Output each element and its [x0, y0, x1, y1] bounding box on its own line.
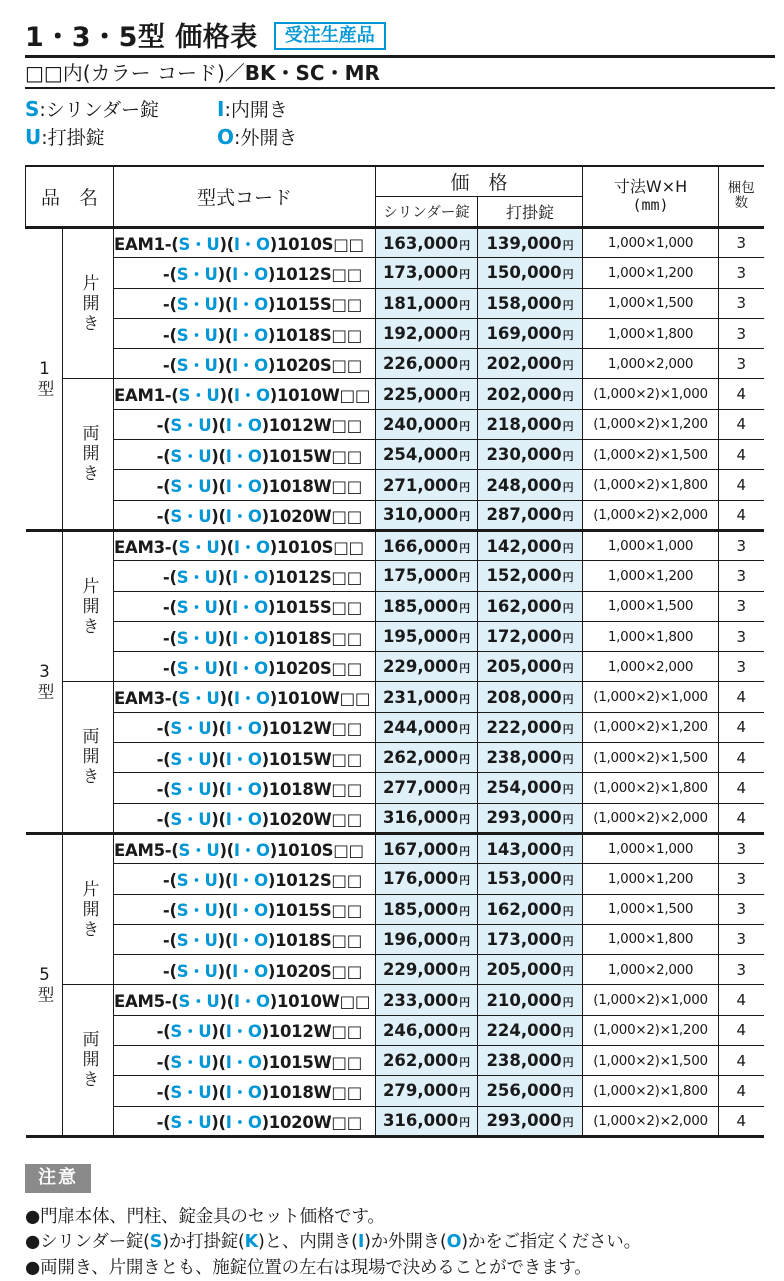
- table-row: [26, 500, 764, 530]
- legend-label: :内開き: [224, 98, 288, 121]
- table-row: [26, 561, 764, 591]
- model-code: -(S・U)(I・O)1015S□□: [114, 894, 376, 924]
- header-dimensions-line1: 寸法W×H: [613, 177, 688, 197]
- price-cylinder: 167,000円: [376, 833, 478, 863]
- packing-qty-value: 3: [719, 652, 764, 682]
- legend-letter: S: [25, 96, 40, 121]
- price-cylinder: 226,000円: [376, 349, 478, 379]
- price-cylinder: 262,000円: [376, 1046, 478, 1076]
- model-code: -(S・U)(I・O)1018S□□: [114, 318, 376, 348]
- page-header: [0, 0, 784, 52]
- price-cylinder: 246,000円: [376, 1015, 478, 1045]
- packing-qty-value: 3: [719, 894, 764, 924]
- table-row: [26, 652, 764, 682]
- price-cylinder: 163,000円: [376, 228, 478, 258]
- made-to-order-badge: 受注生産品: [274, 22, 386, 51]
- model-code: EAM5-(S・U)(I・O)1010S□□: [114, 833, 376, 863]
- packing-qty-value: 3: [719, 228, 764, 258]
- page-title: 1・3・5型 価格表: [25, 21, 258, 53]
- table-row: [26, 1106, 764, 1136]
- caution-note-line: ●両開き、片開きとも、施錠位置の左右は現場で決めることができます。: [25, 1257, 592, 1278]
- opening-type-label: 両開き: [63, 985, 114, 1136]
- price-cylinder: 279,000円: [376, 1076, 478, 1106]
- table-row: [26, 955, 764, 985]
- dimensions-value: (1,000×2)×2,000: [583, 1106, 719, 1136]
- dimensions-value: 1,000×1,000: [583, 228, 719, 258]
- dimensions-value: (1,000×2)×1,000: [583, 985, 719, 1015]
- price-cylinder: 244,000円: [376, 712, 478, 742]
- table-row: [26, 318, 764, 348]
- model-code: EAM3-(S・U)(I・O)1010S□□: [114, 530, 376, 560]
- model-code: -(S・U)(I・O)1012S□□: [114, 258, 376, 288]
- price-cylinder: 240,000円: [376, 409, 478, 439]
- price-latch: 248,000円: [478, 470, 583, 500]
- price-latch: 238,000円: [478, 743, 583, 773]
- opening-type-label: 片開き: [63, 228, 114, 379]
- dimensions-value: 1,000×1,200: [583, 864, 719, 894]
- price-latch: 205,000円: [478, 955, 583, 985]
- model-code: -(S・U)(I・O)1020S□□: [114, 955, 376, 985]
- table-row: [26, 803, 764, 833]
- dimensions-value: 1,000×1,800: [583, 318, 719, 348]
- packing-qty-value: 3: [719, 530, 764, 560]
- caution-notes: [0, 1193, 784, 1281]
- dimensions-value: 1,000×1,800: [583, 621, 719, 651]
- packing-qty-value: 4: [719, 682, 764, 712]
- price-cylinder: 229,000円: [376, 955, 478, 985]
- table-row: [26, 288, 764, 318]
- packing-qty-value: 3: [719, 924, 764, 954]
- dimensions-value: 1,000×1,000: [583, 833, 719, 863]
- price-latch: 142,000円: [478, 530, 583, 560]
- dimensions-value: (1,000×2)×1,200: [583, 409, 719, 439]
- dimensions-value: 1,000×1,200: [583, 561, 719, 591]
- packing-qty-value: 4: [719, 1046, 764, 1076]
- price-cylinder: 196,000円: [376, 924, 478, 954]
- table-row: [26, 682, 764, 712]
- model-code: -(S・U)(I・O)1015W□□: [114, 440, 376, 470]
- packing-qty-value: 3: [719, 864, 764, 894]
- price-latch: 208,000円: [478, 682, 583, 712]
- price-cylinder: 175,000円: [376, 561, 478, 591]
- table-row: [26, 440, 764, 470]
- dimensions-value: 1,000×1,200: [583, 258, 719, 288]
- legend-letter: O: [217, 124, 235, 149]
- dimensions-value: 1,000×1,500: [583, 591, 719, 621]
- model-code: -(S・U)(I・O)1018S□□: [114, 621, 376, 651]
- header-packing-line1: 梱包: [727, 179, 755, 196]
- dimensions-value: 1,000×1,500: [583, 894, 719, 924]
- price-cylinder: 176,000円: [376, 864, 478, 894]
- price-cylinder: 254,000円: [376, 440, 478, 470]
- table-row: [26, 379, 764, 409]
- price-latch: 205,000円: [478, 652, 583, 682]
- header-latch-lock: 打掛錠: [478, 197, 583, 228]
- model-code: -(S・U)(I・O)1012S□□: [114, 561, 376, 591]
- price-latch: 162,000円: [478, 591, 583, 621]
- table-row: [26, 349, 764, 379]
- packing-qty-value: 4: [719, 1015, 764, 1045]
- packing-qty-value: 4: [719, 440, 764, 470]
- dimensions-value: (1,000×2)×1,200: [583, 1015, 719, 1045]
- header-model-code: 型式コード: [114, 166, 376, 228]
- model-code: -(S・U)(I・O)1015S□□: [114, 288, 376, 318]
- price-cylinder: 195,000円: [376, 621, 478, 651]
- price-latch: 293,000円: [478, 803, 583, 833]
- table-row: [26, 228, 764, 258]
- table-row: [26, 409, 764, 439]
- model-code: -(S・U)(I・O)1018W□□: [114, 470, 376, 500]
- table-row: [26, 1046, 764, 1076]
- packing-qty-value: 4: [719, 743, 764, 773]
- price-cylinder: 192,000円: [376, 318, 478, 348]
- model-code: EAM1-(S・U)(I・O)1010S□□: [114, 228, 376, 258]
- table-row: [26, 773, 764, 803]
- model-code: -(S・U)(I・O)1020S□□: [114, 349, 376, 379]
- price-cylinder: 225,000円: [376, 379, 478, 409]
- dimensions-value: (1,000×2)×1,800: [583, 1076, 719, 1106]
- table-row: [26, 591, 764, 621]
- packing-qty-value: 3: [719, 318, 764, 348]
- model-code: -(S・U)(I・O)1012W□□: [114, 409, 376, 439]
- dimensions-value: (1,000×2)×2,000: [583, 803, 719, 833]
- header-dimensions-unit: (mm): [632, 195, 669, 214]
- packing-qty-value: 4: [719, 470, 764, 500]
- model-code: -(S・U)(I・O)1018S□□: [114, 924, 376, 954]
- table-row: [26, 470, 764, 500]
- price-cylinder: 277,000円: [376, 773, 478, 803]
- opening-type-label: 両開き: [63, 682, 114, 833]
- dimensions-value: 1,000×2,000: [583, 955, 719, 985]
- header-dimensions: [583, 166, 719, 228]
- packing-qty-value: 3: [719, 833, 764, 863]
- legend-item-inward: [217, 96, 784, 123]
- model-code: EAM3-(S・U)(I・O)1010W□□: [114, 682, 376, 712]
- color-code-values: BK・SC・MR: [244, 61, 380, 85]
- section-type-label: 3型: [26, 530, 63, 833]
- price-latch: 162,000円: [478, 894, 583, 924]
- price-cylinder: 173,000円: [376, 258, 478, 288]
- price-cylinder: 271,000円: [376, 470, 478, 500]
- price-cylinder: 262,000円: [376, 743, 478, 773]
- legend-item-outward: [217, 124, 784, 151]
- packing-qty-value: 3: [719, 288, 764, 318]
- model-code: -(S・U)(I・O)1012W□□: [114, 712, 376, 742]
- price-latch: 254,000円: [478, 773, 583, 803]
- price-cylinder: 316,000円: [376, 1106, 478, 1136]
- color-code-note: [0, 58, 784, 87]
- price-latch: 218,000円: [478, 409, 583, 439]
- caution-badge: 注意: [25, 1164, 91, 1193]
- dimensions-value: (1,000×2)×1,200: [583, 712, 719, 742]
- packing-qty-value: 4: [719, 409, 764, 439]
- model-code: EAM1-(S・U)(I・O)1010W□□: [114, 379, 376, 409]
- dimensions-value: (1,000×2)×1,000: [583, 379, 719, 409]
- price-latch: 202,000円: [478, 379, 583, 409]
- legend-item-latch: [25, 124, 217, 151]
- legend-letter: I: [217, 96, 225, 121]
- header-packing-qty: [719, 166, 764, 228]
- packing-qty-value: 3: [719, 955, 764, 985]
- price-latch: 293,000円: [478, 1106, 583, 1136]
- packing-qty-value: 4: [719, 803, 764, 833]
- table-row: [26, 924, 764, 954]
- legend-label: :打掛錠: [41, 126, 105, 149]
- price-cylinder: 166,000円: [376, 530, 478, 560]
- packing-qty-value: 3: [719, 349, 764, 379]
- price-latch: 230,000円: [478, 440, 583, 470]
- price-latch: 238,000円: [478, 1046, 583, 1076]
- price-cylinder: 185,000円: [376, 894, 478, 924]
- packing-qty-value: 4: [719, 712, 764, 742]
- model-code: -(S・U)(I・O)1015W□□: [114, 743, 376, 773]
- opening-type-label: 両開き: [63, 379, 114, 530]
- price-cylinder: 229,000円: [376, 652, 478, 682]
- price-latch: 287,000円: [478, 500, 583, 530]
- model-code: -(S・U)(I・O)1020S□□: [114, 652, 376, 682]
- packing-qty-value: 3: [719, 561, 764, 591]
- packing-qty-value: 4: [719, 773, 764, 803]
- price-latch: 139,000円: [478, 228, 583, 258]
- price-latch: 143,000円: [478, 833, 583, 863]
- price-latch: 224,000円: [478, 1015, 583, 1045]
- packing-qty-value: 4: [719, 500, 764, 530]
- price-latch: 169,000円: [478, 318, 583, 348]
- model-code: -(S・U)(I・O)1018W□□: [114, 773, 376, 803]
- price-latch: 158,000円: [478, 288, 583, 318]
- price-cylinder: 233,000円: [376, 985, 478, 1015]
- packing-qty-value: 3: [719, 258, 764, 288]
- table-row: [26, 833, 764, 863]
- table-row: [26, 864, 764, 894]
- header-price: 価 格: [376, 166, 583, 197]
- model-code: -(S・U)(I・O)1018W□□: [114, 1076, 376, 1106]
- price-table-body: [26, 228, 764, 1137]
- table-row: [26, 1015, 764, 1045]
- header-product-name: 品 名: [26, 166, 114, 228]
- price-latch: 152,000円: [478, 561, 583, 591]
- price-latch: 222,000円: [478, 712, 583, 742]
- packing-qty-value: 4: [719, 1076, 764, 1106]
- dimensions-value: (1,000×2)×2,000: [583, 500, 719, 530]
- model-code: EAM5-(S・U)(I・O)1010W□□: [114, 985, 376, 1015]
- price-latch: 210,000円: [478, 985, 583, 1015]
- price-latch: 256,000円: [478, 1076, 583, 1106]
- caution-note-line: ●門扉本体、門柱、錠金具のセット価格です。: [25, 1207, 385, 1228]
- dimensions-value: (1,000×2)×1,800: [583, 773, 719, 803]
- opening-type-label: 片開き: [63, 530, 114, 681]
- table-row: [26, 985, 764, 1015]
- price-table-header: [26, 166, 764, 228]
- price-latch: 172,000円: [478, 621, 583, 651]
- legend-label: :外開き: [234, 126, 298, 149]
- price-latch: 173,000円: [478, 924, 583, 954]
- price-cylinder: 310,000円: [376, 500, 478, 530]
- dimensions-value: 1,000×1,500: [583, 288, 719, 318]
- dimensions-value: (1,000×2)×1,000: [583, 682, 719, 712]
- price-cylinder: 185,000円: [376, 591, 478, 621]
- table-row: [26, 258, 764, 288]
- model-code: -(S・U)(I・O)1012W□□: [114, 1015, 376, 1045]
- packing-qty-value: 3: [719, 621, 764, 651]
- table-row: [26, 530, 764, 560]
- packing-qty-value: 3: [719, 591, 764, 621]
- dimensions-value: 1,000×2,000: [583, 349, 719, 379]
- price-latch: 202,000円: [478, 349, 583, 379]
- model-code: -(S・U)(I・O)1012S□□: [114, 864, 376, 894]
- packing-qty-value: 4: [719, 985, 764, 1015]
- opening-type-label: 片開き: [63, 833, 114, 984]
- price-cylinder: 181,000円: [376, 288, 478, 318]
- price-cylinder: 231,000円: [376, 682, 478, 712]
- model-code: -(S・U)(I・O)1020W□□: [114, 500, 376, 530]
- dimensions-value: (1,000×2)×1,800: [583, 470, 719, 500]
- table-row: [26, 621, 764, 651]
- dimensions-value: (1,000×2)×1,500: [583, 743, 719, 773]
- price-latch: 150,000円: [478, 258, 583, 288]
- legend-item-cylinder: [25, 96, 217, 123]
- model-code: -(S・U)(I・O)1020W□□: [114, 803, 376, 833]
- table-row: [26, 894, 764, 924]
- lock-opening-legend: [0, 89, 784, 151]
- dimensions-value: (1,000×2)×1,500: [583, 440, 719, 470]
- section-type-label: 5型: [26, 833, 63, 1136]
- packing-qty-value: 4: [719, 379, 764, 409]
- price-cylinder: 316,000円: [376, 803, 478, 833]
- table-row: [26, 743, 764, 773]
- dimensions-value: (1,000×2)×1,500: [583, 1046, 719, 1076]
- legend-letter: U: [25, 124, 42, 149]
- legend-label: :シリンダー錠: [39, 98, 160, 121]
- price-latch: 153,000円: [478, 864, 583, 894]
- section-type-label: 1型: [26, 228, 63, 531]
- color-code-note-prefix: □□内(カラー コード)／: [25, 61, 245, 85]
- table-row: [26, 712, 764, 742]
- model-code: -(S・U)(I・O)1015S□□: [114, 591, 376, 621]
- dimensions-value: 1,000×1,800: [583, 924, 719, 954]
- table-row: [26, 1076, 764, 1106]
- dimensions-value: 1,000×1,000: [583, 530, 719, 560]
- dimensions-value: 1,000×2,000: [583, 652, 719, 682]
- price-table: [25, 165, 764, 1138]
- header-cylinder-lock: シリンダー錠: [376, 197, 478, 228]
- model-code: -(S・U)(I・O)1020W□□: [114, 1106, 376, 1136]
- caution-note-line: ●シリンダー錠(S)か打掛錠(K)と、内開き(I)か外開き(O)かをご指定ください。: [25, 1232, 641, 1253]
- header-packing-line2: 数: [734, 195, 749, 212]
- packing-qty-value: 4: [719, 1106, 764, 1136]
- model-code: -(S・U)(I・O)1015W□□: [114, 1046, 376, 1076]
